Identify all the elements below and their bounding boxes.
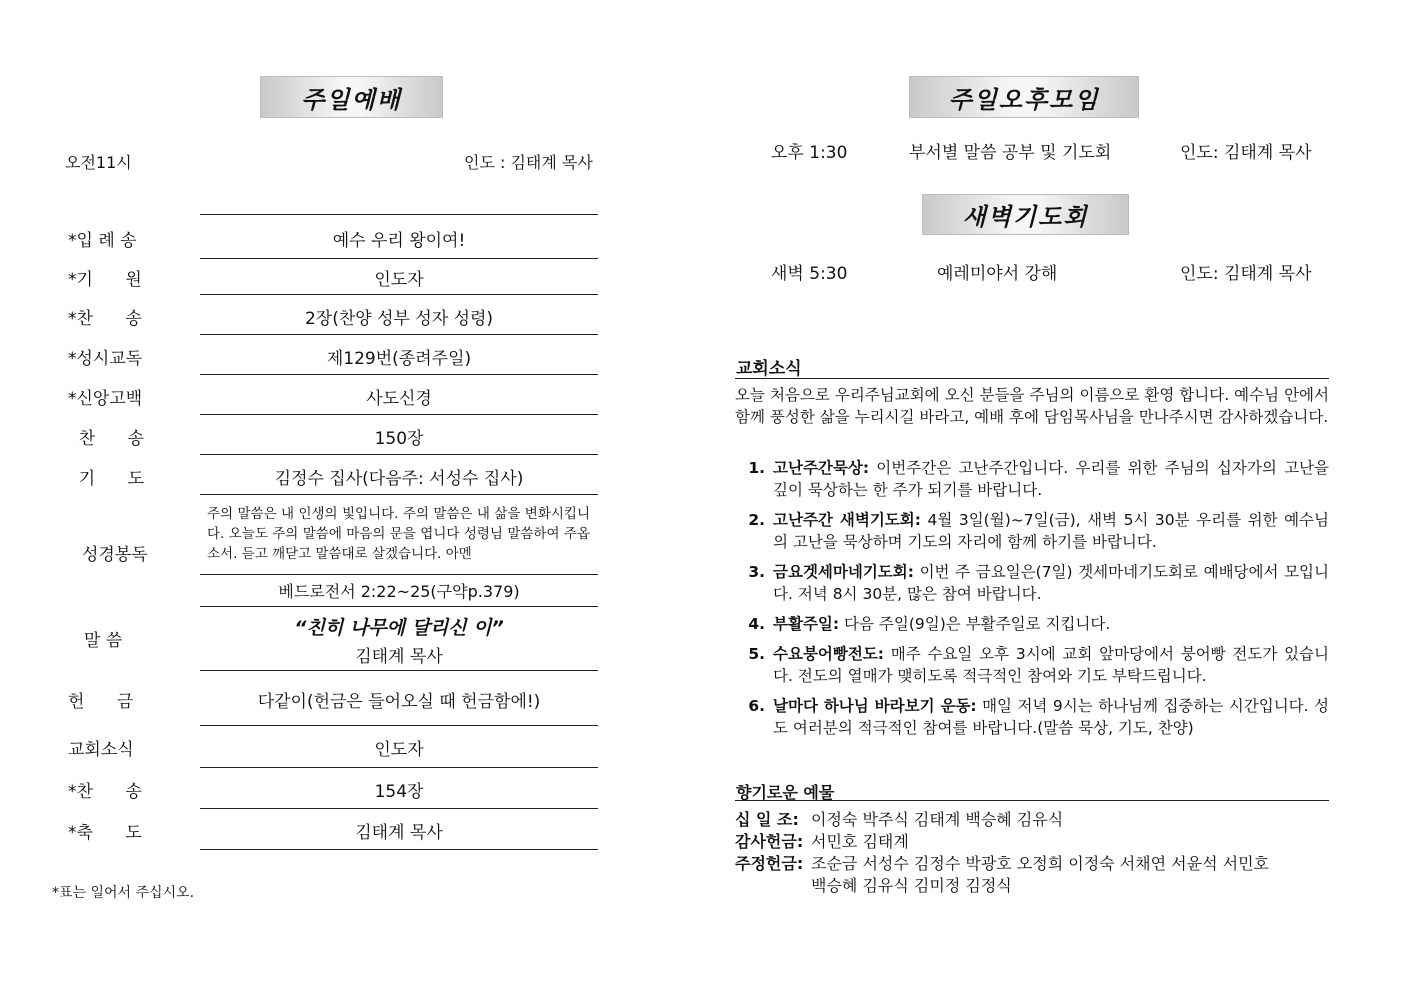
offering-heading: 향기로운 예물 (736, 783, 835, 802)
order-label: *신앙고백 (68, 389, 143, 409)
order-value: 다같이(헌금은 들어오실 때 헌금함에!) (257, 692, 541, 712)
offering-names: 백승혜 김유식 김미정 김정식 (811, 876, 1012, 895)
order-label: *입 례 송 (68, 231, 137, 251)
news-intro: 오늘 처음으로 우리주님교회에 오신 분들을 주님의 이름으로 환영 합니다. 예수님 안에서 함께 풍성한 삶을 누리시길 바라고, 예배 후에 담임목사님을 만나주시면 감사하겠습니다. (735, 386, 1329, 426)
order-label: *축 도 (68, 823, 142, 843)
news-item (735, 643, 1329, 687)
reading-label: 성경봉독 (82, 545, 148, 565)
sermon-preacher: 김태계 목사 (355, 647, 443, 667)
news-text (773, 643, 1329, 687)
order-value: 사도신경 (366, 389, 432, 409)
order-divider (200, 725, 598, 726)
divider (200, 574, 598, 575)
reading-prayer: 주의 말씀은 내 인생의 빛입니다. 주의 말씀은 내 삶을 변화시킵니다. 오늘도 주의 말씀에 마음의 문을 엽니다 성령님 말씀하여 주옵소서. 듣고 깨닫고 말씀대로 살겠습니다. 아멘 (207, 506, 590, 562)
news-body: 이번주간은 고난주간입니다. 우리를 위한 주님의 십자가의 고난을 깊이 묵상하는 한 주가 되기를 바랍니다. (773, 459, 1329, 499)
order-divider (200, 849, 598, 850)
news-text (773, 613, 1329, 635)
reading-ref: 베드로전서 2:22~25(구약p.379) (278, 582, 520, 601)
divider (200, 606, 598, 607)
order-divider (200, 767, 598, 768)
order-label: 교회소식 (68, 740, 134, 760)
news-number: 6. (748, 697, 765, 715)
afternoon-title: 주일오후모임 (909, 76, 1139, 118)
offering-rule (735, 800, 1329, 801)
order-label: *찬 송 (68, 309, 142, 329)
order-divider (200, 258, 598, 259)
afternoon-time: 오후 1:30 (771, 143, 848, 163)
order-label: *성시교독 (68, 349, 143, 369)
order-divider (200, 454, 598, 455)
offering-row (735, 807, 1063, 830)
order-value: 인도자 (374, 270, 424, 290)
afternoon-desc: 부서별 말씀 공부 및 기도회 (909, 143, 1112, 163)
divider (200, 670, 598, 671)
news-body: 매일 저녁 9시는 하나님께 집중하는 시간입니다. 성도 여러분의 적극적인 참여를 바랍니다.(말씀 묵상, 기도, 찬양) (773, 697, 1329, 737)
footnote: *표는 일어서 주십시오. (52, 885, 195, 901)
offering-type: 주정헌금: (735, 854, 804, 873)
news-item (735, 695, 1329, 739)
order-divider (200, 374, 598, 375)
service-leader: 인도 : 김태계 목사 (464, 153, 593, 172)
news-heading: 교회소식 (736, 359, 802, 379)
news-head: 고난주간묵상: (773, 459, 870, 477)
order-value: 제129번(종려주일) (326, 349, 472, 369)
news-item (735, 457, 1329, 501)
order-value: 2장(찬양 성부 성자 성령) (304, 309, 494, 329)
news-item (735, 613, 1329, 635)
order-label: 기 도 (68, 469, 145, 489)
order-label: 찬 송 (68, 429, 145, 449)
news-item (735, 509, 1329, 553)
news-item (735, 561, 1329, 605)
order-divider (200, 808, 598, 809)
order-divider (200, 414, 598, 415)
news-head: 수요붕어빵전도: (773, 645, 885, 663)
news-text (773, 457, 1329, 501)
order-label: *찬 송 (68, 782, 142, 802)
offering-type (735, 873, 811, 896)
order-value: 김정수 집사(다음주: 서성수 집사) (274, 469, 524, 489)
offering-names: 조순금 서성수 김정수 박광호 오정희 이정숙 서채연 서윤석 서민호 (811, 854, 1270, 873)
afternoon-leader: 인도: 김태계 목사 (1180, 143, 1312, 163)
order-value: 150장 (374, 429, 424, 449)
offering-names: 서민호 김태계 (811, 832, 909, 851)
news-number: 1. (748, 459, 765, 477)
offering-row (735, 851, 1269, 874)
order-divider (200, 334, 598, 335)
news-number: 5. (748, 645, 765, 663)
order-value: 예수 우리 왕이여! (332, 231, 466, 251)
news-text (773, 509, 1329, 553)
order-divider (200, 294, 598, 295)
news-number: 4. (748, 615, 765, 633)
news-text (773, 695, 1329, 739)
worship-title: 주일예배 (260, 76, 443, 118)
news-body: 4월 3일(월)~7일(금), 새벽 5시 30분 우리를 위한 예수님의 고난을 묵상하며 기도의 자리에 함께 하기를 바랍니다. (773, 511, 1329, 551)
order-value: 154장 (374, 782, 424, 802)
news-rule (735, 378, 1329, 379)
news-number: 2. (748, 511, 765, 529)
sermon-title: “친히 나무에 달리신 이” (294, 617, 504, 639)
offering-names: 이정숙 박주식 김태계 백승혜 김유식 (811, 810, 1064, 829)
order-value: 인도자 (374, 740, 424, 760)
news-list (735, 457, 1329, 747)
dawn-title: 새벽기도회 (922, 194, 1129, 235)
news-text (773, 561, 1329, 605)
offering-type: 감사헌금: (735, 832, 804, 851)
news-head: 고난주간 새벽기도회: (773, 511, 921, 529)
news-head: 날마다 하나님 바라보기 운동: (773, 697, 977, 715)
order-label: *기 원 (68, 270, 142, 290)
sermon-label: 말 씀 (84, 631, 123, 651)
news-number: 3. (748, 563, 765, 581)
order-divider (200, 494, 598, 495)
dawn-leader: 인도: 김태계 목사 (1180, 264, 1312, 284)
news-body: 다음 주일(9일)은 부활주일로 지킵니다. (839, 615, 1111, 633)
dawn-desc: 예레미야서 강해 (937, 264, 1058, 284)
order-line-top (200, 214, 598, 215)
news-head: 금요겟세마네기도회: (773, 563, 914, 581)
offering-type: 십 일 조: (735, 810, 799, 829)
order-value: 김태계 목사 (355, 823, 443, 843)
service-time: 오전11시 (65, 153, 132, 172)
news-body: 이번 주 금요일은(7일) 겟세마네기도회로 예배당에서 모입니다. 저녁 8시 30분, 많은 참여 바랍니다. (773, 563, 1329, 603)
order-label: 헌 금 (68, 692, 134, 712)
dawn-time: 새벽 5:30 (771, 264, 848, 284)
offering-row (735, 829, 909, 852)
news-body: 매주 수요일 오후 3시에 교회 앞마당에서 붕어빵 전도가 있습니다. 전도의 열매가 맺히도록 적극적인 참여와 기도 부탁드립니다. (773, 645, 1329, 685)
news-head: 부활주일: (773, 615, 840, 633)
offering-row (735, 873, 1012, 896)
